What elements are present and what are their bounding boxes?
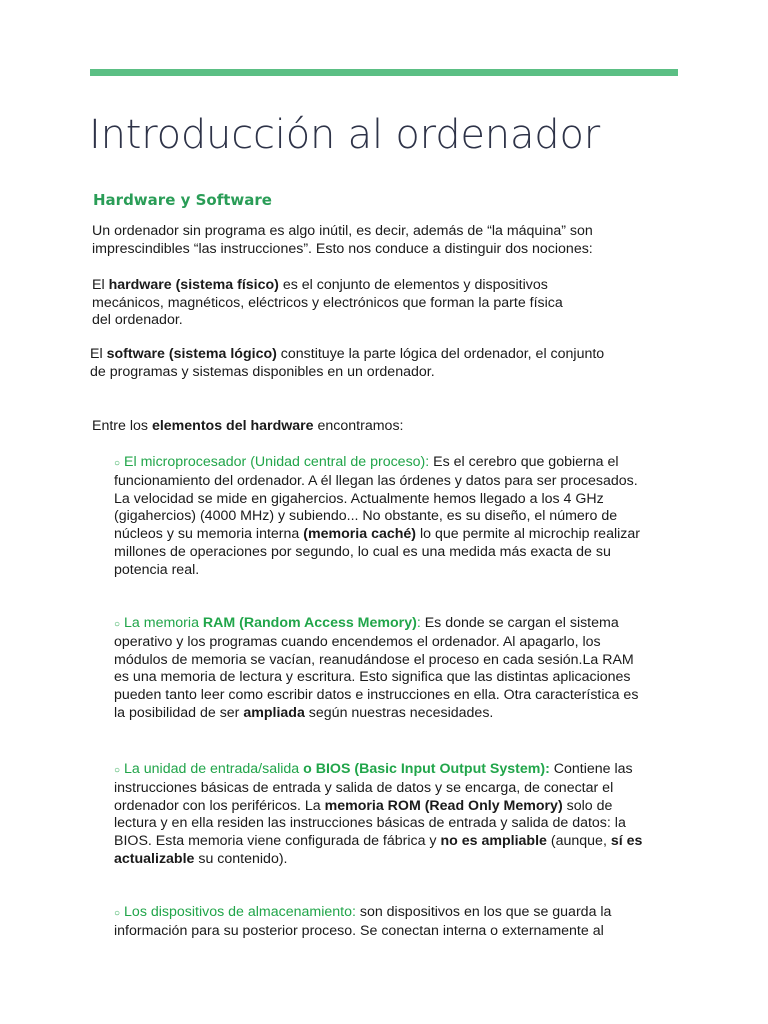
software-term: software (sistema lógico) <box>106 346 277 362</box>
item1-line-2: funcionamiento del ordenador. A él llegan las órdenes y datos para ser procesados. <box>114 472 638 489</box>
hardware-term: hardware (sistema físico) <box>108 277 279 293</box>
list-item-almacenamiento <box>114 904 684 941</box>
list-item-memoria-ram <box>114 615 684 723</box>
item2-label-2: RAM (Random Access Memory) <box>202 615 417 631</box>
item2-label-3: : <box>416 615 421 631</box>
intro-line-1: Un ordenador sin programa es algo inútil, es decir, además de “la máquina” son <box>92 223 593 239</box>
elements-term: elementos del hardware <box>151 418 314 434</box>
item4-label: Los dispositivos de almacenamiento: <box>124 904 356 920</box>
item1-line-5b: (memoria caché) <box>303 526 417 543</box>
software-line-2: de programas y sistemas disponibles en un ordenador. <box>90 363 435 380</box>
bullet-circle-icon: ○ <box>114 458 121 469</box>
item2-line-6c: según nuestras necesidades. <box>304 704 494 721</box>
hardware-definition <box>92 277 563 330</box>
bullet-circle-icon: ○ <box>114 619 121 630</box>
item2-line-4: es una memoria de lectura y escritura. Esto significa que las distintas aplicaciones <box>114 669 631 686</box>
item1-line-3: La velocidad se mide en gigahercios. Actualmente hemos llegado a los 4 GHz <box>114 490 604 507</box>
item2-line-3: módulos de memoria se vacían, reanudándose el proceso en cada sesión.La RAM <box>114 651 634 668</box>
intro-line-2: imprescindibles “las instrucciones”. Esto nos conduce a distinguir dos nociones: <box>92 240 593 257</box>
item3-label-1: La unidad de entrada/salida <box>124 761 304 777</box>
item3-line-6a: actualizable <box>114 850 195 867</box>
hardware-line-3: del ordenador. <box>92 312 183 329</box>
item3-line-2: instrucciones básicas de entrada y salida de datos y se encarga, de conectar el <box>114 779 614 796</box>
software-definition <box>90 346 604 381</box>
intro-paragraph <box>92 223 593 258</box>
item2-line-5: pueden tanto leer como escribir datos e instrucciones en ella. Otra característica es <box>114 687 639 704</box>
header-rule <box>90 69 678 76</box>
item3-line-3c: solo de <box>562 797 613 814</box>
software-post: constituye la parte lógica del ordenador, el conjunto <box>276 346 605 362</box>
section-subtitle: Hardware y Software <box>93 191 272 209</box>
item4-text-1: son dispositivos en los que se guarda la <box>355 904 612 920</box>
item3-line-5d: sí es <box>610 833 643 850</box>
item1-line-7: potencia real. <box>114 561 200 578</box>
list-item-bios <box>114 761 684 869</box>
item2-line-6b: ampliada <box>243 704 305 721</box>
item2-label-1: La memoria <box>124 615 203 631</box>
item3-line-5a: BIOS. Esta memoria viene configurada de fábrica y <box>114 833 441 850</box>
item2-text-1: Es donde se cargan el sistema <box>420 615 619 631</box>
item3-line-5b: no es ampliable <box>440 833 547 850</box>
elements-intro <box>92 418 403 436</box>
item3-text-1: Contiene las <box>549 761 633 777</box>
item1-line-6: millones de operaciones por segundo, lo cual es una medida más exacta de su <box>114 543 611 560</box>
item1-line-4: (gigahercios) (4000 MHz) y subiendo... No obstante, es su diseño, el número de <box>114 508 618 525</box>
item2-line-6a: la posibilidad de ser <box>114 704 244 721</box>
item2-line-2: operativo y los programas cuando encendemos el ordenador. Al apagarlo, los <box>114 633 601 650</box>
elements-post: encontramos: <box>313 418 404 434</box>
hardware-line-2: mecánicos, magnéticos, eléctricos y electrónicos que forman la parte física <box>92 294 563 311</box>
item1-label: El microprocesador (Unidad central de proceso): <box>124 454 430 470</box>
hardware-post: es el conjunto de elementos y dispositivos <box>278 277 548 293</box>
item3-line-3a: ordenador con los periféricos. La <box>114 797 325 814</box>
page-title: Introducción al ordenador <box>89 112 600 158</box>
item3-line-4: lectura y en ella residen las instrucciones básicas de entrada y salida de datos: la <box>114 815 626 832</box>
item1-line-5a: núcleos y su memoria interna <box>114 526 304 543</box>
item3-label-2: o BIOS (Basic Input Output System): <box>303 761 550 777</box>
elements-pre: Entre los <box>92 418 152 434</box>
item3-line-6b: su contenido). <box>194 850 288 867</box>
hardware-pre: El <box>92 277 109 293</box>
list-item-microprocesador <box>114 454 684 580</box>
item3-line-3b: memoria ROM (Read Only Memory) <box>324 797 563 814</box>
item3-line-5c: (aunque, <box>546 833 611 850</box>
software-pre: El <box>90 346 107 362</box>
bullet-circle-icon: ○ <box>114 765 121 776</box>
item1-line-5c: lo que permite al microchip realizar <box>416 526 640 543</box>
item1-text-1: Es el cerebro que gobierna el <box>429 454 619 470</box>
bullet-circle-icon: ○ <box>114 908 121 919</box>
item4-line-2: información para su posterior proceso. Se conectan interna o externamente al <box>114 922 604 939</box>
